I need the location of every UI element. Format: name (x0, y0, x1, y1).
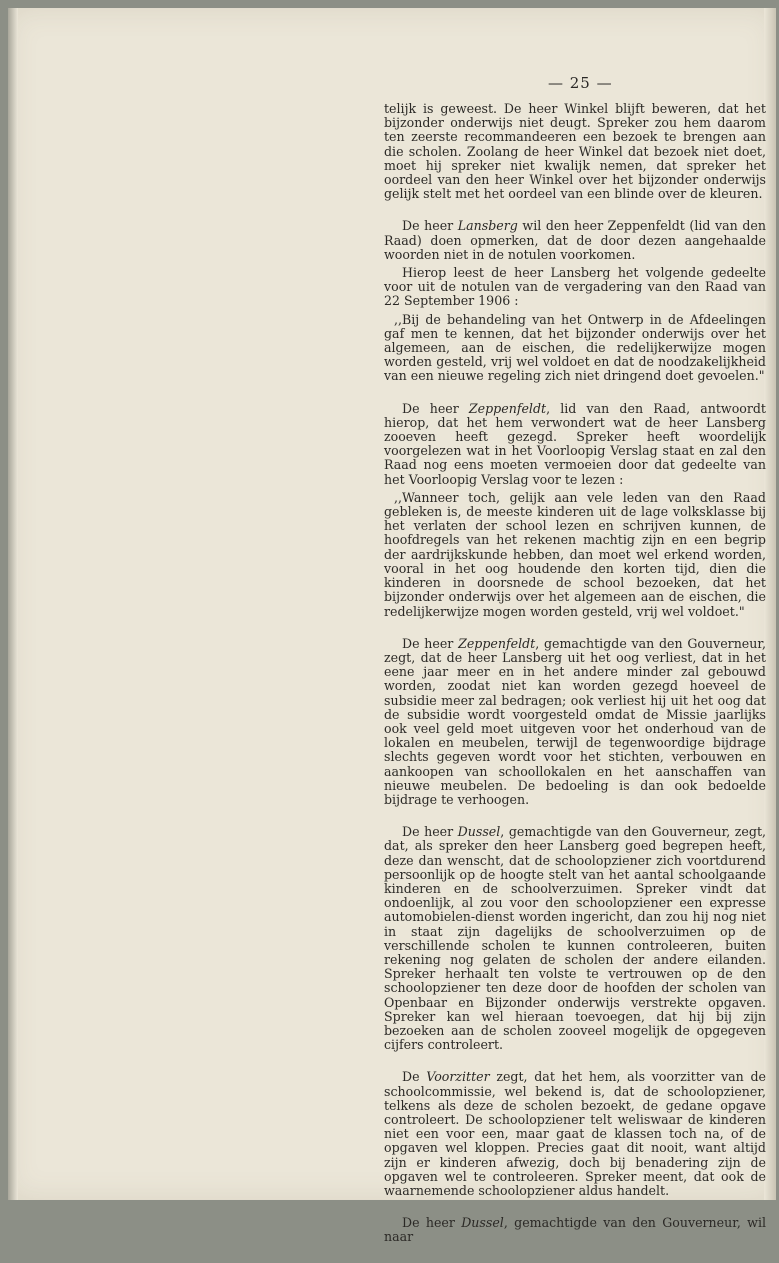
paragraph (384, 825, 766, 1052)
paragraph (384, 1216, 766, 1244)
speaker-name: Lansberg (457, 218, 518, 234)
paragraph-text: , gemachtigde van den Gouverneur, zegt, dat de heer Lansberg uit het oog verliest, dat in het eene jaar meer en in het andere minder zal gebouwd worden, zoodat niet kan worden gezegd hoeveel de subsidie meer zal bedragen; ook verliest hij uit het oog dat de subsidie wordt voorgesteld omdat de Missie jaarlijks ook veel geld moet uitgeven voor het onderhoud van de lokalen en meubelen, terwijl de tegenwoordige bijdrage slechts gegeven wordt voor het stichten, verbouwen en aankoopen van schoollokalen en het aanschaffen van nieuwe meubelen. De bedoeling is dan ook bedoelde bijdrage te verhoogen. (384, 635, 767, 807)
paragraph-text: Hierop leest de heer Lansberg het volgende gedeelte voor uit de notulen van de vergadering van den Raad van 22 September 1906 : (384, 265, 766, 309)
paragraph-text: De heer (402, 400, 469, 416)
paragraph (384, 637, 766, 807)
speaker-name: Voorzitter (426, 1069, 490, 1085)
paragraph (384, 219, 766, 262)
paragraph-text: zegt, dat het hem, als voorzitter van de schoolcommissie, wel bekend is, dat de schoolopziener, telkens als deze de scholen bezoekt, de gedane opgave controleert. De schoolopziener telt weliswaar de kinderen niet een voor een, maar gaat de klassen toch na, of de opgaven wel kloppen. Precies gaat dit nooit, want altijd zijn er kinderen afwezig, doch bij benadering zijn de opgaven wel te controleeren. Spreker meent, dat ook de waarnemende schoolopziener aldus handelt. (384, 1069, 766, 1199)
paragraph-text: De heer (402, 1215, 462, 1231)
paragraph-text: telijk is geweest. De heer Winkel blijft beweren, dat het bijzonder onderwijs niet deugt. Spreker zou hem daarom ten zeerste recommandeeren een bezoek te brengen aan die scholen. Zoolang de heer Winkel dat bezoek niet doet, moet hij spreker niet kwalijk nemen, dat spreker het oordeel van den heer Winkel over het bijzonder onderwijs gelijk stelt met het oordeel van een blinde over de kleuren. (384, 101, 766, 202)
speaker-name: Zeppenfeldt (458, 635, 536, 651)
paragraph-text: ,,Wanneer toch, gelijk aan vele leden van den Raad gebleken is, de meeste kinderen uit de lage volksklasse bij het verlaten der school lezen en schrijven kunnen, de hoofdregels van het rekenen machtig zijn en een begrip der aardrijkskunde hebben, dan moet wel erkend worden, vooral in het oog houdende den korten tijd, dien die kinderen in doorsnede de school bezoeken, dat het bijzonder onderwijs over het algemeen aan de eischen, die redelijkerwijze mogen worden gesteld, vrij wel voldoet." (384, 489, 766, 619)
paragraph (384, 102, 766, 201)
paragraph-text: , gemachtigde van den Gouverneur, zegt, dat, als spreker den heer Lansberg goed begrepen heeft, deze dan wenscht, dat de schoolopziener zich voortdurend persoonlijk op de hoogte stelt van het aantal schoolgaande kinderen en de schoolverzuimen. Spreker vindt dat ondoenlijk, al zou voor den schoolopziener een expresse automobielen-dienst worden ingericht, dan zou hij nog niet in staat zijn dagelijks de schoolverzuimen op de verschillende scholen te kunnen controleeren, buiten rekening nog gelaten de scholen der andere eilanden. Spreker herhaalt ten volste te vertrouwen op de den schoolopziener ten deze door de hoofden der scholen van Openbaar en Bijzonder onderwijs verstrekte opgaven. Spreker kan wel hieraan toevoegen, dat hij bij zijn bezoeken aan de scholen zooveel mogelijk de opgegeven cijfers controleert. (384, 824, 767, 1053)
paragraph-text: , gemachtigde van den Gouverneur, wil naar (384, 1215, 766, 1245)
paragraph (384, 402, 766, 487)
paragraph-text: De heer (402, 824, 458, 840)
document-page (8, 8, 776, 1245)
paragraph (384, 313, 766, 384)
paragraph (384, 266, 766, 309)
paragraph-text: ,,Bij de behandeling van het Ontwerp in de Afdeelingen gaf men te kennen, dat het bijzonder onderwijs over het algemeen, aan de eischen, die redelijkerwijze mogen worden gesteld, vrij wel voldoet en dat de noodzakelijkheid van een nieuwe regeling zich niet dringend doet gevoelen." (384, 311, 766, 384)
binding-edge (8, 8, 18, 1200)
speaker-name: Dussel (457, 824, 501, 840)
paragraph-text: De heer (402, 635, 459, 651)
speaker-name: Zeppenfeldt (468, 400, 547, 416)
page-number: — 25 — (548, 74, 613, 92)
speaker-name: Dussel (461, 1215, 504, 1231)
body-text (384, 102, 766, 1263)
paragraph-text: De (402, 1069, 427, 1085)
paragraph (384, 491, 766, 619)
paragraph (384, 1070, 766, 1198)
paragraph-text: wil den heer Zeppenfeldt (lid van den Raad) doen opmerken, dat de door dezen aangehaalde woorden niet in de notulen voorkomen. (384, 218, 767, 262)
paragraph-text: De heer (402, 218, 458, 234)
paragraph-text: , lid van den Raad, antwoordt hierop, dat het hem verwondert wat de heer Lansberg zooeven heeft gezegd. Spreker heeft woordelijk voorgelezen wat in het Voorloopig Verslag staat en zal den Raad nog eens moeten vermoeien door dat gedeelte van het Voorloopig Verslag voor te lezen : (384, 400, 766, 487)
